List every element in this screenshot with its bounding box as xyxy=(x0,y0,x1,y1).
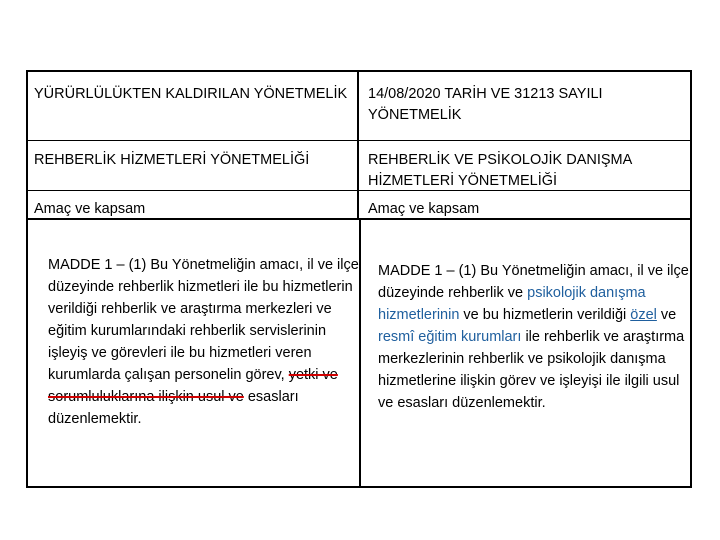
new-text-highlight-3: resmî eğitim kurumları xyxy=(378,329,522,345)
new-text-highlight-2: özel xyxy=(630,307,657,323)
section-title-new: Amaç ve kapsam xyxy=(368,201,480,217)
column-divider-top xyxy=(357,72,359,218)
old-article-text xyxy=(48,254,366,430)
row-divider-1 xyxy=(28,140,690,141)
new-text-seg4: ile rehberlik ve araştırma merkezlerinin rehberlik ve psikolojik danışma hizmetlerine ilişkin görev ve işleyişi ile ilgili usul ve esasları düzenlemektir. xyxy=(378,329,685,411)
old-text-struck: yetki ve sorumluluklarına ilişkin usul ve xyxy=(48,367,338,405)
old-text-part2: esasları düzenlemektir. xyxy=(48,389,299,427)
new-text-highlight-1: psikolojik danışma hizmetlerinin xyxy=(378,285,646,323)
title-new-regulation: REHBERLİK VE PSİKOLOJİK DANIŞMA HİZMETLERİ YÖNETMELİĞİ xyxy=(368,152,632,189)
new-text-seg1: MADDE 1 – (1) Bu Yönetmeliğin amacı, il ve ilçe düzeyinde rehberlik ve xyxy=(378,263,689,301)
header-new: 14/08/2020 TARİH VE 31213 SAYILI YÖNETMELİK xyxy=(368,86,603,123)
old-text-part1: MADDE 1 – (1) Bu Yönetmeliğin amacı, il ve ilçe düzeyinde rehberlik hizmetleri ile bu hizmetlerin verildiği rehberlik ve araştırma merkezleri ve eğitim kurumlarındaki rehberlik servislerinin işleyiş ve görevleri ile bu hizmetleri veren kurumlarda çalışan personelin görev, xyxy=(48,257,359,383)
new-text-seg2: ve bu hizmetlerin verildiği xyxy=(459,307,631,323)
new-text-seg3: ve xyxy=(656,307,677,323)
section-title-old: Amaç ve kapsam xyxy=(34,201,146,217)
comparison-table xyxy=(26,70,692,488)
new-article-text xyxy=(378,260,696,414)
header-repealed: YÜRÜRLÜLÜKTEN KALDIRILAN YÖNETMELİK xyxy=(34,86,348,102)
title-old-regulation: REHBERLİK HİZMETLERİ YÖNETMELİĞİ xyxy=(34,152,310,168)
